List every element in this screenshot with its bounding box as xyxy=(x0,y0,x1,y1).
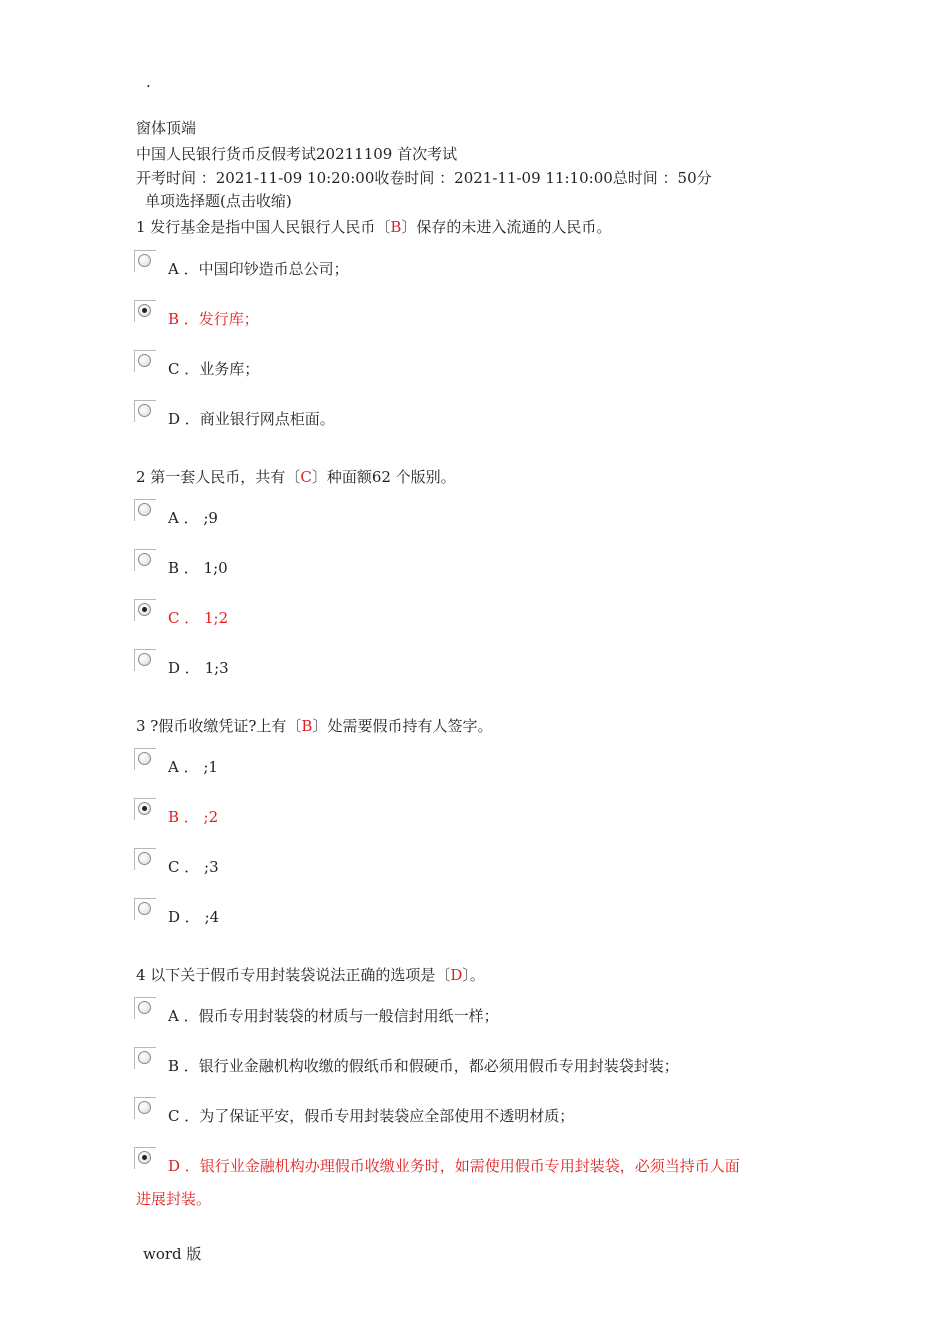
option-label-continued: 进展封装。 xyxy=(136,1190,212,1208)
radio-button[interactable] xyxy=(134,1147,156,1169)
option-label: A ． ;1 xyxy=(168,758,218,776)
option-label: C ．业务库； xyxy=(168,360,260,378)
question-stem-suffix: 〕保存的未进入流通的人民币。 xyxy=(401,218,612,236)
question-stem-prefix: 4 以下关于假币专用封装袋说法正确的选项是〔 xyxy=(136,966,451,984)
option-label: A ． ;9 xyxy=(168,509,218,527)
section-title-toggle[interactable]: 单项选择题(点击收缩) xyxy=(145,192,292,210)
answer-letter: D xyxy=(450,966,463,984)
radio-circle-icon xyxy=(138,653,151,666)
radio-selected-icon xyxy=(138,603,151,616)
option-label: B ． ;2 xyxy=(168,808,219,826)
radio-circle-icon xyxy=(138,852,151,865)
radio-button[interactable] xyxy=(134,997,156,1019)
footer-label: word 版 xyxy=(143,1245,202,1263)
radio-button[interactable] xyxy=(134,848,156,870)
answer-letter: B xyxy=(390,218,402,236)
option-label: D ． 1;3 xyxy=(168,659,229,677)
radio-button[interactable] xyxy=(134,649,156,671)
option-label: B ．发行库； xyxy=(168,310,259,328)
radio-circle-icon xyxy=(138,902,151,915)
question-stem-prefix: 3 ?假币收缴凭证?上有〔 xyxy=(136,717,302,735)
radio-button[interactable] xyxy=(134,250,156,272)
radio-button[interactable] xyxy=(134,798,156,820)
option-label: A ．中国印钞造币总公司； xyxy=(168,260,349,278)
radio-selected-icon xyxy=(138,1151,151,1164)
radio-selected-icon xyxy=(138,304,151,317)
question-stem xyxy=(136,217,611,237)
radio-button[interactable] xyxy=(134,748,156,770)
option-label: D ．银行业金融机构办理假币收缴业务时，如需使用假币专用封装袋，必须当持币人面 xyxy=(168,1157,740,1175)
radio-circle-icon xyxy=(138,503,151,516)
question-stem xyxy=(136,965,485,985)
radio-button[interactable] xyxy=(134,1097,156,1119)
option-label: C ．为了保证平安，假币专用封装袋应全部使用不透明材质； xyxy=(168,1107,575,1125)
answer-letter: C xyxy=(300,468,312,486)
radio-circle-icon xyxy=(138,752,151,765)
radio-circle-icon xyxy=(138,1001,151,1014)
radio-button[interactable] xyxy=(134,400,156,422)
radio-circle-icon xyxy=(138,254,151,267)
radio-button[interactable] xyxy=(134,898,156,920)
top-mark: . xyxy=(146,73,151,91)
option-label: B ． 1;0 xyxy=(168,559,228,577)
question-stem-prefix: 2 第一套人民币，共有〔 xyxy=(136,468,301,486)
question-stem xyxy=(136,467,456,487)
question-stem-prefix: 1 发行基金是指中国人民银行人民币〔 xyxy=(136,218,391,236)
radio-button[interactable] xyxy=(134,1047,156,1069)
form-top-label: 窗体顶端 xyxy=(136,119,197,137)
option-label: C ． ;3 xyxy=(168,858,219,876)
exam-title: 中国人民银行货币反假考试20211109 首次考试 xyxy=(136,145,458,163)
exam-time-info: 开考时间 ：2021-11-09 10:20:00收卷时间 ：2021-11-09 11:10:00总时间 ：50分 xyxy=(136,169,712,187)
question-stem-suffix: 〕处需要假币持有人签字。 xyxy=(312,717,493,735)
radio-button[interactable] xyxy=(134,499,156,521)
question-stem-suffix: 〕。 xyxy=(462,966,485,984)
radio-button[interactable] xyxy=(134,350,156,372)
radio-button[interactable] xyxy=(134,300,156,322)
option-label: A ．假币专用封装袋的材质与一般信封用纸一样； xyxy=(168,1007,499,1025)
radio-selected-icon xyxy=(138,802,151,815)
radio-circle-icon xyxy=(138,553,151,566)
question-stem xyxy=(136,716,492,736)
radio-button[interactable] xyxy=(134,549,156,571)
option-label: D ．商业银行网点柜面。 xyxy=(168,410,335,428)
question-stem-suffix: 〕种面额62 个版别。 xyxy=(311,468,456,486)
option-label: C ． 1;2 xyxy=(168,609,229,627)
radio-button[interactable] xyxy=(134,599,156,621)
radio-circle-icon xyxy=(138,404,151,417)
option-label: B ．银行业金融机构收缴的假纸币和假硬币，都必须用假币专用封装袋封装； xyxy=(168,1057,679,1075)
radio-circle-icon xyxy=(138,1101,151,1114)
radio-circle-icon xyxy=(138,1051,151,1064)
answer-letter: B xyxy=(301,717,313,735)
radio-circle-icon xyxy=(138,354,151,367)
option-label: D ． ;4 xyxy=(168,908,220,926)
